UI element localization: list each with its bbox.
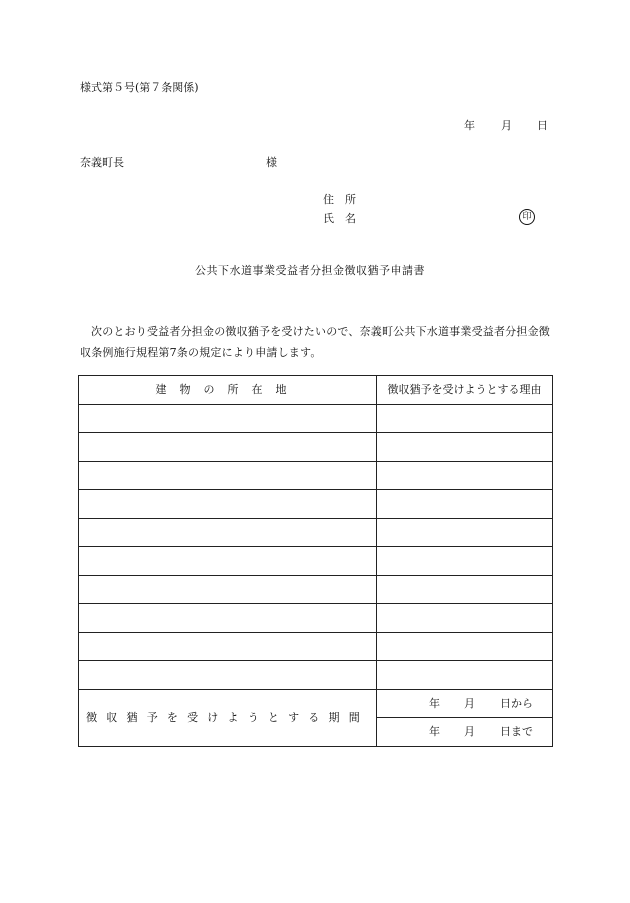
period-from-day: 日から — [500, 696, 533, 710]
period-row-from — [79, 689, 553, 718]
table-row — [79, 575, 553, 604]
location-cell[interactable] — [79, 632, 377, 661]
period-from-cell[interactable] — [377, 689, 553, 718]
location-cell[interactable] — [79, 404, 377, 433]
table-row — [79, 518, 553, 547]
reason-cell[interactable] — [377, 490, 553, 519]
addressee: 奈義町長 — [80, 156, 124, 169]
period-to-year: 年 — [429, 725, 440, 738]
period-from-month: 月 — [464, 696, 475, 710]
reason-cell[interactable] — [377, 547, 553, 576]
seal-mark: 印 — [519, 209, 535, 225]
reason-cell[interactable] — [377, 604, 553, 633]
table-row — [79, 461, 553, 490]
table-row — [79, 547, 553, 576]
location-cell[interactable] — [79, 547, 377, 576]
application-table — [78, 375, 553, 747]
location-cell[interactable] — [79, 461, 377, 490]
honorific: 様 — [266, 156, 277, 169]
location-cell[interactable] — [79, 518, 377, 547]
reason-cell[interactable] — [377, 433, 553, 462]
date-month-label: 月 — [501, 119, 512, 132]
table-row — [79, 661, 553, 690]
period-to-cell[interactable] — [377, 718, 553, 747]
reason-cell[interactable] — [377, 518, 553, 547]
date-day-label: 日 — [537, 119, 548, 132]
table-row — [79, 604, 553, 633]
period-to-day: 日まで — [500, 725, 533, 738]
table-row — [79, 404, 553, 433]
reason-cell[interactable] — [377, 632, 553, 661]
table-row — [79, 632, 553, 661]
location-cell[interactable] — [79, 490, 377, 519]
table-header-row — [79, 376, 553, 405]
form-number: 様式第５号(第７条関係) — [80, 81, 199, 94]
location-cell[interactable] — [79, 433, 377, 462]
document-title: 公共下水道事業受益者分担金徴収猶予申請書 — [195, 264, 425, 277]
reason-cell[interactable] — [377, 404, 553, 433]
location-cell[interactable] — [79, 575, 377, 604]
date-year-label: 年 — [464, 119, 475, 132]
location-cell[interactable] — [79, 661, 377, 690]
location-column-header: 建物の所在地 — [79, 376, 377, 405]
name-label: 氏名 — [323, 212, 367, 225]
table-row — [79, 490, 553, 519]
period-label: 徴収猶予を受けようとする期間 — [79, 689, 377, 746]
reason-cell[interactable] — [377, 575, 553, 604]
reason-column-header: 徴収猶予を受けようとする理由 — [377, 376, 553, 405]
reason-cell[interactable] — [377, 661, 553, 690]
reason-cell[interactable] — [377, 461, 553, 490]
table-row — [79, 433, 553, 462]
location-cell[interactable] — [79, 604, 377, 633]
period-to-month: 月 — [464, 725, 475, 738]
address-label: 住所 — [323, 193, 367, 206]
period-from-year: 年 — [429, 696, 440, 710]
body-text: 次のとおり受益者分担金の徴収猶予を受けたいので、奈義町公共下水道事業受益者分担金徴収条例施行規程第7条の規定により申請します。 — [80, 325, 550, 359]
